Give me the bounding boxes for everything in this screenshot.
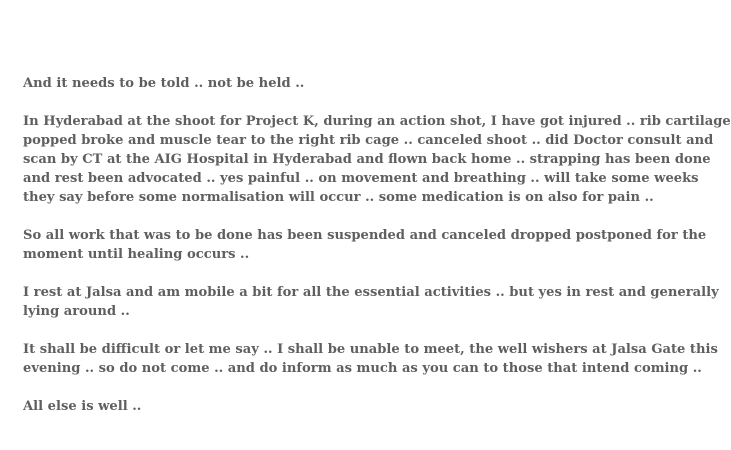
paragraph-work-suspended — [23, 226, 707, 264]
paragraph-injury-details — [23, 112, 731, 207]
paragraph-jalsa-gate — [23, 340, 718, 378]
paragraph-resting — [23, 283, 719, 321]
paragraph-line: lying around .. — [23, 304, 130, 319]
paragraph-line: All else is well .. — [23, 399, 142, 414]
paragraph-line: So all work that was to be done has been suspended and canceled dropped postponed for the — [23, 228, 707, 243]
paragraph-line: moment until healing occurs .. — [23, 247, 250, 262]
blog-post-body — [23, 74, 731, 435]
paragraph-line: popped broke and muscle tear to the right rib cage .. canceled shoot .. did Doctor consult and — [23, 133, 714, 148]
paragraph-opening — [23, 74, 623, 93]
paragraph-closing — [23, 397, 623, 416]
paragraph-line: And it needs to be told .. not be held .. — [23, 76, 305, 91]
paragraph-line: It shall be difficult or let me say .. I shall be unable to meet, the well wishers at Jalsa Gate this — [23, 342, 718, 357]
paragraph-line: evening .. so do not come .. and do inform as much as you can to those that intend coming .. — [23, 361, 702, 376]
paragraph-line: I rest at Jalsa and am mobile a bit for all the essential activities .. but yes in rest and generally — [23, 285, 719, 300]
paragraph-line: scan by CT at the AIG Hospital in Hyderabad and flown back home .. strapping has been done — [23, 152, 711, 167]
paragraph-line: they say before some normalisation will occur .. some medication is on also for pain .. — [23, 190, 654, 205]
paragraph-line: and rest been advocated .. yes painful .. on movement and breathing .. will take some weeks — [23, 171, 699, 186]
paragraph-line: In Hyderabad at the shoot for Project K, during an action shot, I have got injured .. rib cartilage — [23, 114, 731, 129]
